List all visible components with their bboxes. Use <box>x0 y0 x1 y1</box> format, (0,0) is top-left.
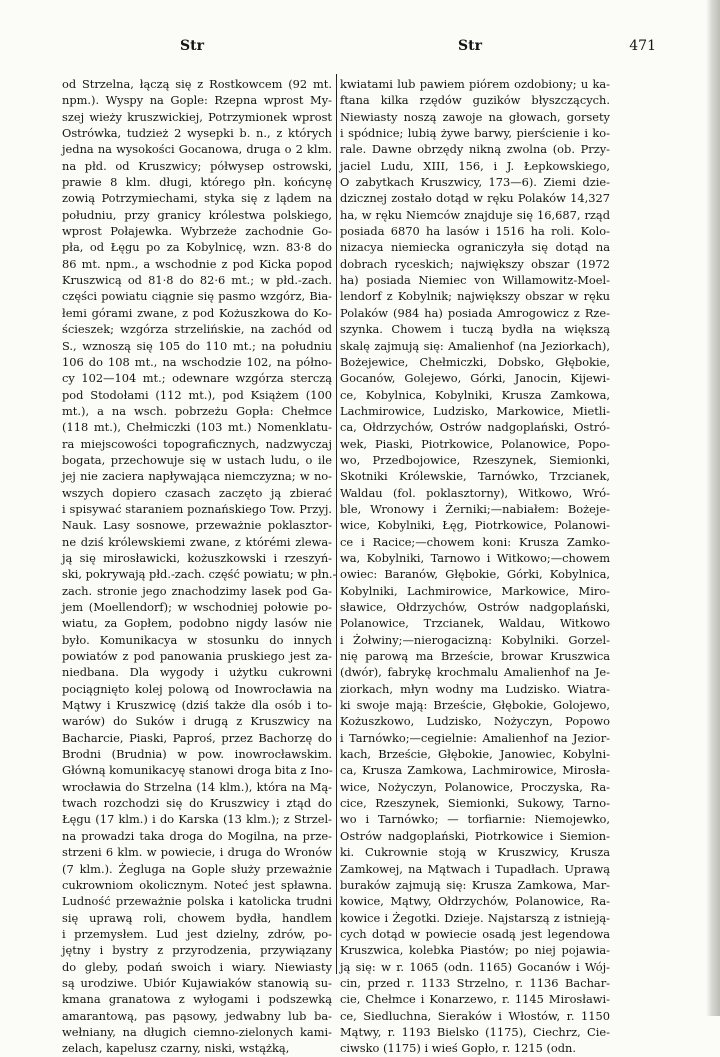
text-line: kach, Brzeście, Głębokie, Janowiec, Kobylni- <box>340 747 610 762</box>
text-line: skalę zajmują się: Amalienhof (na Jeziorkach), <box>340 338 610 353</box>
text-line: nię parową ma Brzeście, browar Kruszwica <box>340 649 610 664</box>
text-line: ftana kilka rzędów guzików błyszczących. <box>340 93 610 108</box>
text-line: jej nie zaciera napływająca niemczyzna; w no- <box>62 469 332 484</box>
text-line: cice, Rzeszynek, Siemionki, Sukowy, Tarno- <box>340 796 610 811</box>
text-line: wice, Kobylniki, Łęg, Piotrkowice, Polanowi- <box>340 518 610 533</box>
text-line: ble, Wronowy i Żerniki;—nabiałem: Bożeje- <box>340 501 610 516</box>
text-line: jętny i bystry z przyrodzenia, przywiązany <box>62 943 332 958</box>
text-line: wo i Tarnówko; — torfiarnie: Niemojewko, <box>340 812 610 827</box>
text-line: Brodni (Brudnia) w pow. inowrocławskim. <box>62 747 332 762</box>
text-line: posiada 6870 ha lasów i 1516 ha roli. Kolo- <box>340 224 610 239</box>
text-line: ha) posiada Niemiec von Willamowitz-Moel- <box>340 273 610 288</box>
text-line: i spódnice; lubią żywe barwy, pierścienie i ko- <box>340 126 610 141</box>
text-line: (dwór), fabrykę krochmalu Amalienhof na Je- <box>340 665 610 680</box>
text-line: lendorf z Kobylnik; największy obszar w ręku <box>340 289 610 304</box>
text-line: 106 do 108 mt., na wschodzie 102, na półno- <box>62 354 332 369</box>
text-line: sławice, Ołdrzychów, Ostrów nadgoplański, <box>340 600 610 614</box>
text-line: wa, Kobylniki, Tarnowo i Witkowo;—chowem <box>340 550 610 565</box>
text-line: Kruszwicą od 81·8 do 82·6 mt.; w płd.-zach. <box>62 273 332 288</box>
text-line: pła, od Łęgu po za Kobylnicę, wzn. 83·8 do <box>62 240 332 255</box>
text-line: ca, Krusza Zamkowa, Lachmirowice, Mirosła- <box>340 763 610 778</box>
text-line: ce i Racice;—chowem koni: Krusza Zamko- <box>340 534 610 549</box>
text-line: niedbana. Dla wygody i użytku cukrowni <box>62 665 332 680</box>
text-line: bogata, przechowuje się w ustach ludu, o ile <box>62 452 332 467</box>
text-line: Kożuszkowo, Ludzisko, Nożyczyn, Popowo <box>340 714 610 729</box>
text-line: szej wieży kruszwickiej, Potrzymionek wprost <box>62 109 332 124</box>
text-line: na płd. od Kruszwicy; półwysep ostrowski, <box>62 158 332 173</box>
text-line: nizacya niemiecka ograniczyła się dotąd na <box>340 240 610 255</box>
text-line: buraków zajmują się: Krusza Zamkowa, Mar- <box>340 877 610 892</box>
text-line: ce, Siedluchna, Sieraków i Włostów, r. 1150 <box>340 1008 610 1023</box>
text-line: jem (Moellendorf); w wschodniej połowie po- <box>62 600 332 614</box>
text-line: wice, Nożyczyn, Polanowice, Proczyska, Ra- <box>340 779 610 794</box>
text-line: prawie 8 klm. długi, którego płn. końcynę <box>62 175 332 190</box>
text-line: npm.). Wyspy na Goplе: Rzepna wprost My- <box>62 93 332 108</box>
text-line: Kruszwica, kolebka Piastów; po niej pojawia- <box>340 943 610 958</box>
text-line: Ostrówka, tudzież 2 wysepki b. n., z których <box>62 126 332 141</box>
text-line: cych dotąd w powiecie osadą jest legendowa <box>340 926 610 941</box>
text-line: pociągnięto kolej polową od Inowrocławia na <box>62 681 332 696</box>
text-line: Bacharcie, Piaski, Paproś, przez Bachorzę do <box>62 730 332 745</box>
text-line: i Żołwiny;—nierogacizną: Kobylniki. Gorzel- <box>340 632 610 647</box>
text-line: wo, Przedbojowice, Rzeszynek, Siemionki, <box>340 452 610 467</box>
text-line: Lachmirowice, Ludzisko, Markowice, Mietli- <box>340 403 610 418</box>
text-line: było. Komunikacya w stosunku do innych <box>62 632 332 647</box>
text-line: kmana granatowa z wyłogami i podszewką <box>62 992 332 1007</box>
text-line: na prowadzi taka droga do Mogilna, na prze- <box>62 828 332 843</box>
text-line: ciwsko (1175) i wieś Gopło, r. 1215 (odn. <box>340 1041 576 1056</box>
text-line: rale. Dawne obrzędy nikną zwolna (ob. Przy- <box>340 142 610 157</box>
text-line: ha, w ręku Niemców znajduje się 16,687, rząd <box>340 207 610 222</box>
text-line: ją się mirosławicki, kożuszkowski i rzeszyń- <box>62 550 332 565</box>
text-line: cy 102—104 mt.; odewnare wzgórza sterczą <box>62 371 332 386</box>
text-line: ski, pokrywają płd.-zach. część powiatu; w płn.- <box>62 567 337 582</box>
text-line: wiatu, za Gopłem, podobno nigdy lasów nie <box>62 616 332 631</box>
text-line: Niewiasty noszą zawoje na głowach, gorsety <box>340 109 610 124</box>
text-line: kowice i Żegotki. Dzieje. Najstarszą z istnieją- <box>340 910 610 925</box>
header-right-keyword: Str <box>458 38 482 54</box>
text-line: ca, Ołdrzychów, Ostrów nadgoplański, Ostró- <box>340 420 610 435</box>
text-line: południu, przy granicy królestwa polskiego, <box>62 207 332 222</box>
text-line: Polaków (984 ha) posiada Amrogowicz z Rze- <box>340 305 610 320</box>
text-line: ziorkach, młyn wodny ma Ludzisko. Wiatra- <box>340 681 610 696</box>
text-line: wprost Połajewka. Wybrzeże zachodnie Go- <box>62 224 332 239</box>
text-line: 86 mt. npm., a wschodnie z pod Kicka popod <box>62 256 332 271</box>
text-line: i spisywać staraniem poznańskiego Tow. Przyj. <box>62 501 332 516</box>
text-line: amarantową, pas pąsowy, jedwabny lub ba- <box>62 1008 332 1023</box>
text-line: Bożejewice, Chełmiczki, Dobsko, Głębokie, <box>340 354 610 369</box>
text-line: Skotniki Królewskie, Tarnówko, Trzcianek, <box>340 469 610 484</box>
text-line: cukrowniom okolicznym. Noteć jest spławna. <box>62 877 332 892</box>
text-line: Waldau (fol. poklasztorny), Witkowo, Wró- <box>340 485 610 500</box>
text-line: zowią Potrzymiechami, styka się z lądem na <box>62 191 332 206</box>
page-edge-shadow <box>706 0 720 1016</box>
text-line: Zamkowej, na Mątwach i Tupadłach. Uprawą <box>340 861 610 876</box>
text-line: ra miejscowości topograficznych, nadzwyczaj <box>62 436 332 451</box>
text-line: owiec: Baranów, Głębokie, Górki, Kobylnica, <box>340 567 610 582</box>
text-line: warów) do Suków i drugą z Kruszwicy na <box>62 714 332 729</box>
text-line: dobrach ryceskich; największy obszar (1972 <box>340 256 610 271</box>
text-line: części powiatu ciągnie się pasmo wzgórz, Bia- <box>62 289 332 304</box>
text-line: wrocławia do Strzelna (14 klm.), która na Mą- <box>62 779 332 794</box>
text-line: O zabytkach Kruszwicy, 173—6). Ziemi dzie- <box>340 175 610 190</box>
text-line: szynka. Chowem i tuczą bydła na większą <box>340 322 610 337</box>
text-line: ne dziś królewskiemi zwane, z którémi zlewa- <box>62 534 332 549</box>
text-line: Nauk. Lasy sosnowe, przeważnie poklasztor- <box>62 518 332 533</box>
text-line: Mątwy, r. 1193 Bielsko (1175), Ciechrz, Cie- <box>340 1024 610 1039</box>
header-left-keyword: Str <box>180 38 204 54</box>
text-line: ją się: w r. 1065 (odn. 1165) Gocanów i Wój- <box>340 959 610 974</box>
text-line: wszych dopiero czasach zaczęto ją zbierać <box>62 485 332 500</box>
text-line: mt.), a na wsch. pobrzeżu Gopła: Chełmce <box>62 403 332 418</box>
text-line: S., wznoszą się 105 do 110 mt.; na południu <box>62 338 332 353</box>
text-line: wek, Piaski, Piotrkowice, Polanowice, Popo- <box>340 436 610 451</box>
text-line: Gocanów, Golejewo, Górki, Janocin, Kijewi- <box>340 371 610 386</box>
text-line: powiatów z pod panowania pruskiego jest za- <box>62 649 332 664</box>
text-line: Główną komunikacyę stanowi droga bita z Ino- <box>62 763 333 778</box>
text-line: zelach, kapelusz czarny, niski, wstążką, <box>62 1041 290 1056</box>
text-line: Polanowice, Trzcianek, Waldau, Witkowo <box>340 616 610 631</box>
text-line: wełniany, na długich ciemno-zielonych kami- <box>62 1024 332 1039</box>
text-line: od Strzelna, łączą się z Rostkowcem (92 mt. <box>62 77 332 91</box>
text-line: zach. stronie jego znachodzimy lasek pod Ga- <box>62 583 332 598</box>
text-line: jedna na wysokości Gocanowa, druga o 2 klm. <box>62 142 332 157</box>
text-line: Ostrów nadgoplański, Piotrkowice i Siemion- <box>340 828 610 843</box>
text-line: (7 klm.). Żegluga na Gople służy przeważnie <box>62 861 332 876</box>
text-line: kwiatami lub pawiem piórem ozdobiony; u ka- <box>340 77 610 91</box>
text-line: się uprawą roli, chowem bydła, handlem <box>62 910 332 925</box>
text-line: ki swoje mają: Brzeście, Głębokie, Golojewo, <box>340 698 610 713</box>
text-line: ki. Cukrownie stoją w Kruszwicy, Krusza <box>340 845 610 860</box>
text-line: są urodziwe. Ubiór Kujawiaków stanowią su- <box>62 975 332 990</box>
text-line: łemi górami zwane, z pod Kożuszkowa do Ko- <box>62 305 332 320</box>
text-line: cin, przed r. 1133 Strzelno, r. 1136 Bachar- <box>340 975 610 990</box>
text-line: i Tarnówko;—cegielnie: Amalienhof na Jezior- <box>340 730 610 745</box>
text-line: (118 mt.), Chełmiczki (103 mt.) Nomenklatu- <box>62 420 332 435</box>
text-line: ścieszek; wzgórza strzelińskie, na zachód od <box>62 322 332 337</box>
text-line: cie, Chełmce i Konarzewo, r. 1145 Mirosławi- <box>340 992 610 1007</box>
text-line: dzicznej zostało dotąd w ręku Polaków 14,327 <box>340 191 610 206</box>
page-header <box>60 38 692 58</box>
text-line: jaciel Ludu, XIII, 156, i J. Łepkowskiego, <box>340 158 610 173</box>
right-column <box>340 76 610 1056</box>
text-line: Mątwy i Kruszwicę (dziś także dla osób i to- <box>62 698 332 713</box>
text-line: i przemysłem. Lud jest dzielny, zdrów, po- <box>62 926 332 941</box>
text-line: ce, Kobylnica, Kobylniki, Krusza Zamkowa, <box>340 387 610 402</box>
text-line: Łęgu (17 klm.) i do Karska (13 klm.); z Strzel- <box>62 812 332 827</box>
text-line: pod Stodołami (112 mt.), pod Książem (100 <box>62 387 332 402</box>
column-divider <box>336 74 337 974</box>
text-line: do gleby, podań swoich i wiary. Niewiasty <box>62 959 332 974</box>
text-line: kowice, Mątwy, Ołdrzychów, Polanowice, Ra- <box>340 894 610 909</box>
text-line: Kobylniki, Lachmirowice, Markowice, Miro- <box>340 583 610 598</box>
left-column <box>62 76 337 1056</box>
page-number: 471 <box>629 38 656 54</box>
text-line: strzeni 6 klm. w powiecie, i druga do Wronów <box>62 845 332 860</box>
text-line: Ludność przeważnie polska i katolicka trudni <box>62 894 332 909</box>
text-line: twach rozchodzi się do Kruszwicy i ztąd do <box>62 796 332 811</box>
